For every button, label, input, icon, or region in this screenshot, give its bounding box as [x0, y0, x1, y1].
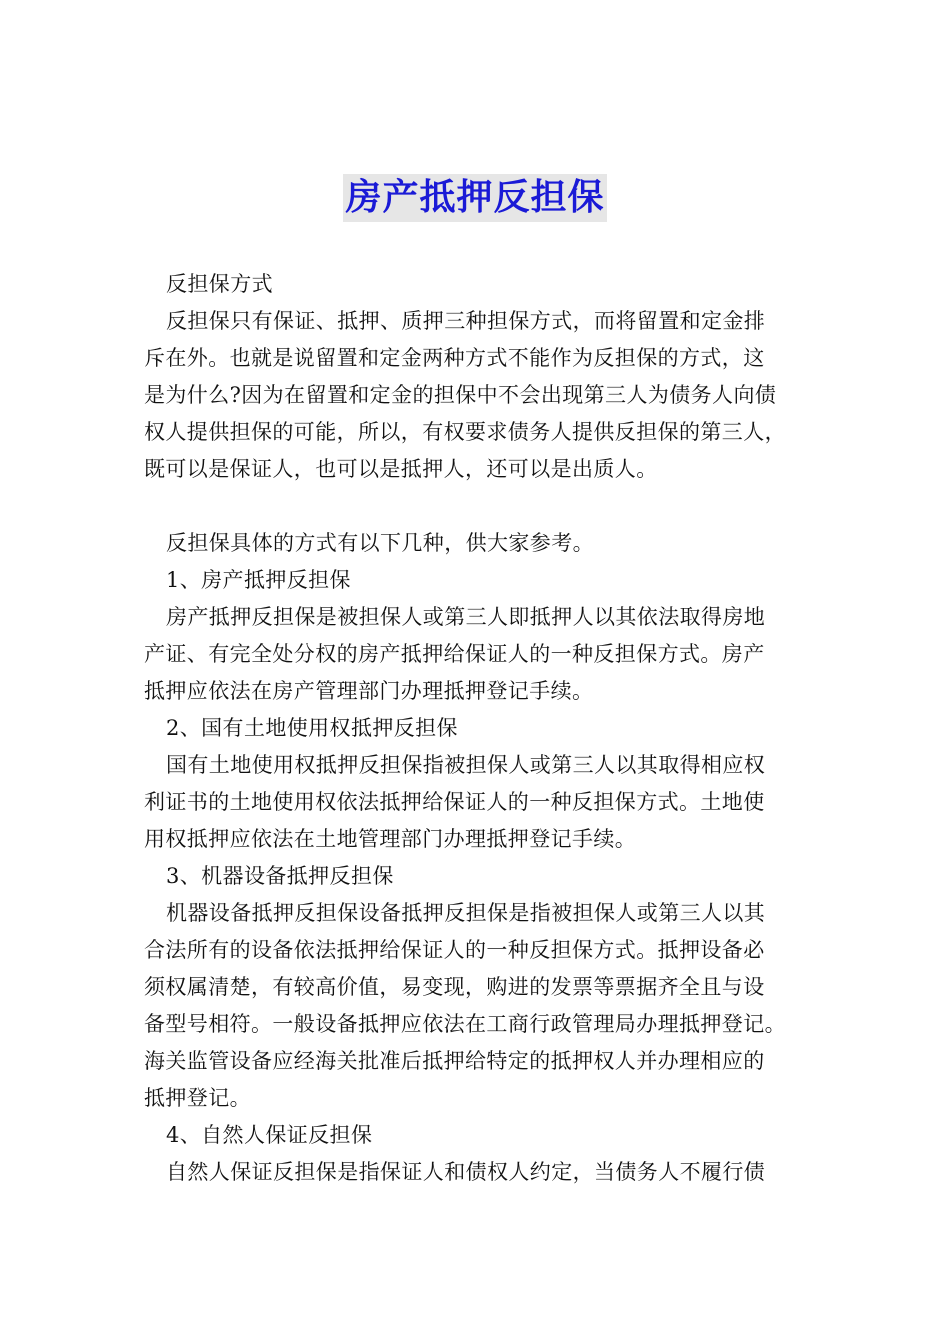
text-line: 是为什么?因为在留置和定金的担保中不会出现第三人为债务人向债	[144, 383, 777, 407]
text-line: 房产抵押反担保是被担保人或第三人即抵押人以其依法取得房地	[166, 605, 766, 629]
text-line: 自然人保证反担保是指保证人和债权人约定，当债务人不履行债	[166, 1160, 766, 1184]
text-line: 海关监管设备应经海关批准后抵押给特定的抵押权人并办理相应的	[144, 1049, 765, 1073]
text-line: 国有土地使用权抵押反担保指被担保人或第三人以其取得相应权	[166, 753, 766, 777]
text-line: 既可以是保证人，也可以是抵押人，还可以是出质人。	[144, 457, 658, 481]
text-line: 反担保只有保证、抵押、质押三种担保方式，而将留置和定金排	[166, 309, 766, 333]
text-line: 抵押应依法在房产管理部门办理抵押登记手续。	[144, 679, 594, 703]
text-line: 反担保具体的方式有以下几种，供大家参考。	[166, 531, 594, 555]
text-line: 反担保方式	[166, 272, 273, 296]
document-body	[144, 266, 816, 1191]
text-line: 3、机器设备抵押反担保	[166, 864, 394, 888]
text-line: 利证书的土地使用权依法抵押给保证人的一种反担保方式。土地使	[144, 790, 765, 814]
text-line: 产证、有完全处分权的房产抵押给保证人的一种反担保方式。房产	[144, 642, 765, 666]
document-title: 房产抵押反担保	[343, 174, 606, 222]
text-line: 须权属清楚，有较高价值，易变现，购进的发票等票据齐全且与设	[144, 975, 765, 999]
text-line: 权人提供担保的可能，所以，有权要求债务人提供反担保的第三人，	[144, 420, 786, 444]
text-line: 合法所有的设备依法抵押给保证人的一种反担保方式。抵押设备必	[144, 938, 765, 962]
blank-line	[144, 488, 816, 525]
text-line: 机器设备抵押反担保设备抵押反担保是指被担保人或第三人以其	[166, 901, 766, 925]
text-line: 备型号相符。一般设备抵押应依法在工商行政管理局办理抵押登记。	[144, 1012, 786, 1036]
text-line: 2、国有土地使用权抵押反担保	[166, 716, 458, 740]
text-line: 抵押登记。	[144, 1086, 251, 1110]
title-container	[0, 174, 950, 222]
text-line: 斥在外。也就是说留置和定金两种方式不能作为反担保的方式，这	[144, 346, 765, 370]
text-line: 用权抵押应依法在土地管理部门办理抵押登记手续。	[144, 827, 637, 851]
text-line: 1、房产抵押反担保	[166, 568, 351, 592]
text-line: 4、自然人保证反担保	[166, 1123, 373, 1147]
